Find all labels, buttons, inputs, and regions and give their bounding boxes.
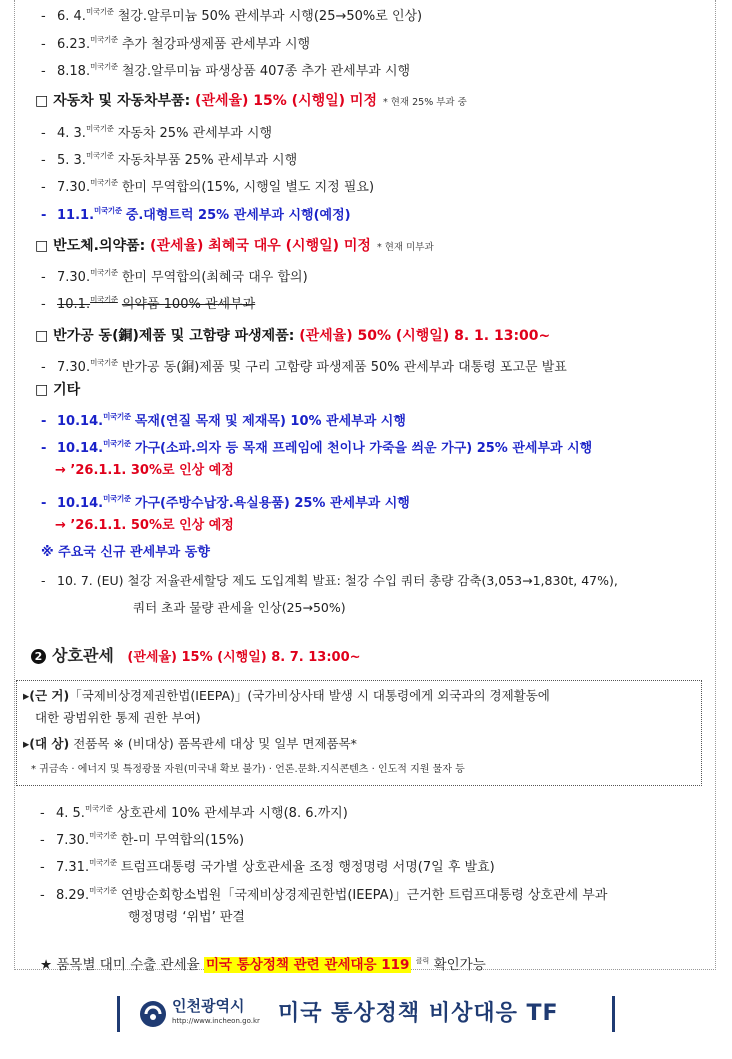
auto-row-1: - 4. 3.$^{미국기준}$ 자동차 25% 관세부과 시행 bbox=[41, 124, 273, 141]
auto-heading: □ 자동차 및 자동차부품: (관세율) 15% (시행일) 미정 * 현재 25% 부과 중 bbox=[35, 93, 467, 109]
etc-row-2-note: → ’26.1.1. 30%로 인상 예정 bbox=[55, 463, 234, 478]
eu-row-1: - 10. 7. (EU) 철강 저율관세할당 제도 도입계획 발표: 철강 수입 쿼터 총량 감축(3,053→1,830t, 47%), bbox=[41, 573, 618, 588]
steel-row-1: - 6. 4.$^{미국기준}$ 철강.알루미늄 50% 관세부과 시행(25→50%로 인상) bbox=[41, 7, 423, 24]
steel-row-3: - 8.18.$^{미국기준}$ 철강.알루미늄 파생상품 407종 추가 관세부과 시행 bbox=[41, 62, 411, 79]
reciprocal-info-box bbox=[16, 680, 702, 786]
auto-row-3: - 7.30.$^{미국기준}$ 한미 무역합의(15%, 시행일 별도 지정 필요) bbox=[41, 178, 375, 195]
eu-row-2: 쿼터 초과 물량 관세율 인상(25→50%) bbox=[133, 600, 346, 615]
reciprocal-heading: 2 상호관세 (관세율) 15% (시행일) 8. 7. 13:00~ bbox=[31, 645, 361, 669]
major-countries-heading: ※ 주요국 신규 관세부과 동향 bbox=[41, 545, 210, 560]
check-line: ★ 품목별 대미 수출 관세율 미국 통상정책 관련 관세대응 119 $^{클릭}$ 확인가능 bbox=[40, 957, 486, 973]
etc-row-1: - 10.14.$^{미국기준}$ 목재(연질 목재 및 제재목) 10% 관세부과 시행 bbox=[41, 412, 406, 429]
semi-row-1: - 7.30.$^{미국기준}$ 한미 무역합의(최혜국 대우 합의) bbox=[41, 268, 308, 285]
target-line: ▸(대 상) 전품목 ※ (비대상) 품목관세 대상 및 일부 면제품목* bbox=[23, 736, 357, 751]
etc-row-3-note: → ’26.1.1. 50%로 인상 예정 bbox=[55, 518, 234, 533]
basis-line-2: 대한 광범위한 통제 권한 부여) bbox=[35, 710, 201, 725]
reciprocal-row-2: - 7.30.$^{미국기준}$ 한-미 무역합의(15%) bbox=[40, 831, 245, 848]
document-page bbox=[14, 0, 716, 970]
auto-row-2: - 5. 3.$^{미국기준}$ 자동차부품 25% 관세부과 시행 bbox=[41, 151, 298, 168]
etc-row-3: - 10.14.$^{미국기준}$ 가구(주방수납장.욕실용품) 25% 관세부과 시행 bbox=[41, 494, 410, 511]
semi-heading: □ 반도체.의약품: (관세율) 최혜국 대우 (시행일) 미정 * 현재 미부과 bbox=[35, 238, 434, 254]
copper-row-1: - 7.30.$^{미국기준}$ 반가공 동(銅)제품 및 구리 고함량 파생제품 50% 관세부과 대통령 포고문 발표 bbox=[41, 358, 567, 375]
incheon-logo-icon bbox=[138, 999, 168, 1029]
copper-heading: □ 반가공 동(銅)제품 및 고함량 파생제품: (관세율) 50% (시행일) 8. 1. 13:00~ bbox=[35, 328, 551, 344]
footer-divider-left bbox=[117, 996, 120, 1032]
target-note: * 귀금속 · 에너지 및 특정광물 자원(미국내 확보 불가) · 언론.문화.지식콘텐츠 · 인도적 지원 물자 등 bbox=[31, 764, 465, 775]
footer bbox=[0, 996, 732, 1046]
footer-divider-right bbox=[612, 996, 615, 1032]
basis-line: ▸(근 거)「국제비상경제권한법(IEEPA)」(국가비상사태 발생 시 대통령에게 외국과의 경제활동에 bbox=[23, 688, 550, 703]
auto-row-4: - 11.1.$^{미국기준}$ 중.대형트럭 25% 관세부과 시행(예정) bbox=[41, 206, 351, 223]
number-2-icon: 2 bbox=[31, 649, 46, 664]
semi-row-2-struck: - 10.1.$^{미국기준}$ 의약품 100% 관세부과 bbox=[41, 295, 256, 312]
reciprocal-row-4: - 8.29.$^{미국기준}$ 연방순회항소법원「국제비상경제권한법(IEEPA)」근거한 트럼프대통령 상호관세 부과 bbox=[40, 886, 608, 903]
etc-heading: □ 기타 bbox=[35, 382, 81, 398]
footer-url: http://www.incheon.go.kr bbox=[172, 1017, 260, 1025]
reciprocal-row-1: - 4. 5.$^{미국기준}$ 상호관세 10% 관세부과 시행(8. 6.까지) bbox=[40, 804, 348, 821]
tariff-119-link[interactable]: 미국 통상정책 관련 관세대응 119 bbox=[205, 957, 410, 973]
footer-org: 인천광역시 bbox=[172, 997, 245, 1015]
etc-row-2: - 10.14.$^{미국기준}$ 가구(소파.의자 등 목재 프레임에 천이나 가죽을 씌운 가구) 25% 관세부과 시행 bbox=[41, 439, 593, 456]
footer-tf-title: 미국 통상정책 비상대응 TF bbox=[278, 1001, 559, 1026]
steel-row-2: - 6.23.$^{미국기준}$ 추가 철강파생제품 관세부과 시행 bbox=[41, 35, 311, 52]
reciprocal-row-3: - 7.31.$^{미국기준}$ 트럼프대통령 국가별 상호관세율 조정 행정명령 서명(7일 후 발효) bbox=[40, 858, 495, 875]
reciprocal-row-4b: 행정명령 ‘위법’ 판결 bbox=[128, 910, 245, 925]
